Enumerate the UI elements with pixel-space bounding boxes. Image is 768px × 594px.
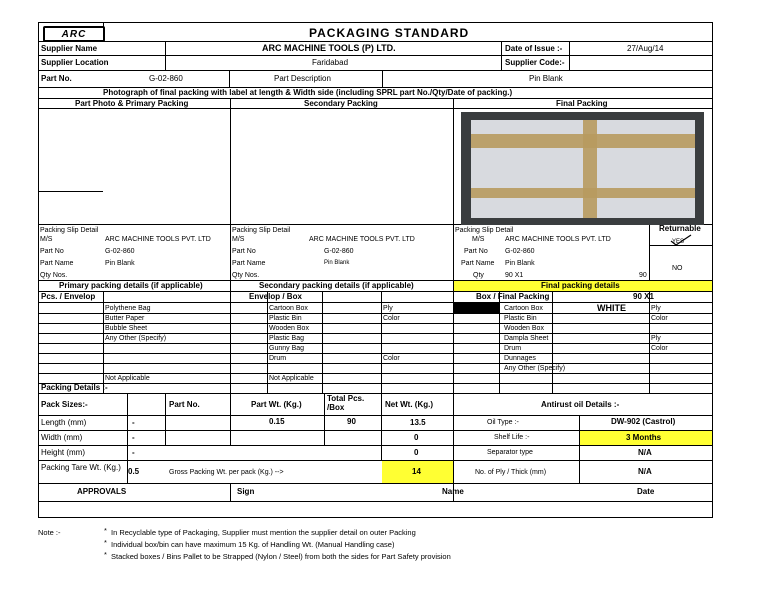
final-item: Plastic Bin — [504, 315, 537, 322]
slip-qty-label: Qty — [473, 272, 484, 279]
size-row-label: Height (mm) — [41, 448, 86, 457]
size-row-label: Width (mm) — [41, 433, 83, 442]
slip-partno-value: G-02-860 — [505, 248, 535, 255]
note-bullet: * — [104, 538, 107, 547]
final-drum-color: Color — [651, 345, 668, 352]
part-no-value: G-02-860 — [149, 74, 183, 83]
slip-partno-value: G-02-860 — [105, 248, 135, 255]
envelop-box-label: Envelop / Box — [249, 292, 302, 301]
slip-ms-label: M/S — [472, 236, 485, 243]
secondary-item: Wooden Box — [269, 325, 309, 332]
slip-qty-total: 90 — [639, 272, 647, 279]
yes-text: YES — [672, 239, 685, 245]
name-label: Name — [442, 487, 464, 496]
size-row-value: - — [132, 418, 135, 427]
slip-partname-label: Part Name — [232, 260, 266, 267]
date-of-issue-value: 27/Aug/14 — [627, 44, 664, 53]
antirust-value: DW-902 (Castrol) — [611, 417, 676, 426]
slip-partno-value: G-02-860 — [324, 248, 354, 255]
slip-qty-value: 90 X1 — [505, 272, 524, 279]
gross-wt-value: 14 — [412, 467, 421, 476]
part-wt-value: 0.15 — [269, 417, 285, 426]
antirust-value: N/A — [638, 467, 652, 476]
selected-cartoon-marker — [454, 303, 499, 313]
date-label: Date — [637, 487, 655, 496]
pcs-envelop-label: Pcs. / Envelop — [41, 292, 96, 301]
antirust-label: Separator type — [487, 449, 533, 456]
photo-instruction: Photograph of final packing with label at length & Width side (including SPRL part No./Qty/Date of packing.) — [103, 88, 513, 97]
packing-details-label: Packing Details :- — [41, 383, 108, 392]
part-no-col: Part No. — [169, 400, 200, 409]
primary-packing-heading: Part Photo & Primary Packing — [75, 99, 189, 108]
secondary-item: Plastic Bin — [269, 315, 302, 322]
slip-partname-label: Part Name — [461, 260, 495, 267]
returnable-no: NO — [672, 265, 683, 272]
net-wt-value: 0 — [414, 433, 419, 442]
final-dampla-ply: Ply — [651, 335, 661, 342]
secondary-details-heading: Secondary packing details (if applicable) — [259, 281, 414, 290]
supplier-name-value: ARC MACHINE TOOLS (P) LTD. — [262, 43, 396, 53]
secondary-drum-color: Color — [383, 355, 400, 362]
slip-partno-label: Part No — [40, 248, 64, 255]
net-wt-col: Net Wt. (Kg.) — [385, 400, 433, 409]
slip-qty-label: Qty Nos. — [40, 272, 68, 279]
secondary-ply: Ply — [383, 305, 393, 312]
final-item: Wooden Box — [504, 325, 544, 332]
note-bullet: * — [104, 526, 107, 535]
slip-partname-label: Part Name — [40, 260, 74, 267]
packaging-standard-form — [38, 22, 713, 518]
sign-label: Sign — [237, 487, 255, 496]
antirust-heading: Antirust oil Details :- — [541, 400, 620, 409]
gross-wt-label: Gross Packing Wt. per pack (Kg.) --> — [169, 469, 284, 476]
secondary-color: Color — [383, 315, 400, 322]
tare-wt-value: 0.5 — [128, 467, 140, 476]
secondary-item: Not Applicable — [269, 375, 314, 382]
final-details-heading: Final packing details — [541, 281, 620, 290]
final-item: Dampla Sheet — [504, 335, 549, 342]
primary-item: Not Applicable — [105, 375, 150, 382]
antirust-label: No. of Ply / Thick (mm) — [475, 469, 547, 476]
note-item: Individual box/bin can have maximum 15 Kg. of Handling Wt. (Manual Handling case) — [111, 540, 395, 549]
final-ply: Ply — [651, 305, 661, 312]
final-item: Cartoon Box — [504, 305, 543, 312]
primary-item: Any Other (Specify) — [105, 335, 167, 342]
supplier-code-label: Supplier Code:- — [505, 58, 565, 67]
final-item: Drum — [504, 345, 522, 352]
slip-title-primary: Packing Slip Detail — [40, 227, 99, 234]
antirust-label: Shelf Life :- — [494, 434, 530, 441]
antirust-value: 3 Months — [626, 433, 662, 442]
final-item: Any Other (Specify) — [504, 365, 566, 372]
note-item: In Recyclable type of Packaging, Supplier must mention the supplier detail on outer Packing — [111, 528, 416, 537]
part-description-value: Pin Blank — [529, 74, 563, 83]
note-item: Stacked boxes / Bins Pallet to be Strapped (Nylon / Steel) from both the sides for Part Safety provision — [111, 552, 451, 561]
slip-company: ARC MACHINE TOOLS PVT. LTD — [309, 236, 415, 243]
slip-title-final: Packing Slip Detail — [455, 227, 514, 234]
slip-title-secondary: Packing Slip Detail — [232, 227, 291, 234]
final-item: Dunnages — [504, 355, 536, 362]
approvals-label: APPROVALS — [77, 487, 127, 496]
final-color: Color — [651, 315, 668, 322]
part-description-label: Part Description — [274, 74, 331, 83]
secondary-item: Drum — [269, 355, 287, 362]
supplier-name-label: Supplier Name — [41, 44, 98, 53]
slip-ms-label: M/S — [40, 236, 53, 243]
slip-partno-label: Part No — [464, 248, 488, 255]
total-pcs-value: 90 — [347, 417, 356, 426]
returnable-label: Returnable — [659, 224, 701, 233]
slip-partno-label: Part No — [232, 248, 256, 255]
final-packing-heading: Final Packing — [556, 99, 608, 108]
supplier-location-label: Supplier Location — [41, 58, 109, 67]
antirust-label: Oil Type :- — [487, 419, 519, 426]
slip-partname-value: Pin Blank — [105, 260, 135, 267]
primary-item: Bubble Sheet — [105, 325, 148, 332]
tare-wt-label: Packing Tare Wt. (Kg.) — [41, 463, 121, 472]
net-wt-value: 0 — [414, 448, 419, 457]
note-bullet: * — [104, 550, 107, 559]
secondary-packing-heading: Secondary Packing — [304, 99, 378, 108]
slip-company: ARC MACHINE TOOLS PVT. LTD — [105, 236, 211, 243]
box-qty-value: 90 X1 — [633, 292, 654, 301]
secondary-item: Cartoon Box — [269, 305, 308, 312]
part-no-label: Part No. — [41, 74, 72, 83]
antirust-value: N/A — [638, 448, 652, 457]
final-packing-photo — [461, 112, 704, 225]
net-wt-value: 13.5 — [410, 418, 426, 427]
slip-ms-label: M/S — [232, 236, 245, 243]
total-pcs-col: Total Pcs. /Box — [327, 394, 365, 412]
final-color-value: WHITE — [597, 303, 626, 313]
size-row-label: Length (mm) — [41, 418, 87, 427]
page-title: PACKAGING STANDARD — [309, 26, 470, 40]
size-row-value: - — [132, 448, 135, 457]
size-row-value: - — [132, 433, 135, 442]
arc-logo: ARC — [43, 26, 105, 42]
supplier-location-value: Faridabad — [312, 58, 349, 67]
packed-carton — [471, 120, 695, 218]
slip-partname-value: Pin Blank — [505, 260, 535, 267]
slip-partname-value: Pin Blank — [324, 260, 350, 266]
primary-details-heading: Primary packing details (if applicable) — [59, 281, 203, 290]
yes-checkmark-icon — [669, 233, 695, 245]
part-wt-col: Part Wt. (Kg.) — [251, 400, 302, 409]
secondary-item: Plastic Bag — [269, 335, 305, 342]
date-of-issue-label: Date of Issue :- — [505, 44, 563, 53]
pack-sizes-label: Pack Sizes:- — [41, 400, 88, 409]
box-final-label: Box / Final Packing — [476, 292, 550, 301]
primary-item: Butter Paper — [105, 315, 145, 322]
secondary-item: Gunny Bag — [269, 345, 305, 352]
note-label: Note :- — [38, 528, 61, 537]
primary-item: Polythene Bag — [105, 305, 151, 312]
slip-company: ARC MACHINE TOOLS PVT. LTD — [505, 236, 611, 243]
slip-qty-label: Qty Nos. — [232, 272, 260, 279]
